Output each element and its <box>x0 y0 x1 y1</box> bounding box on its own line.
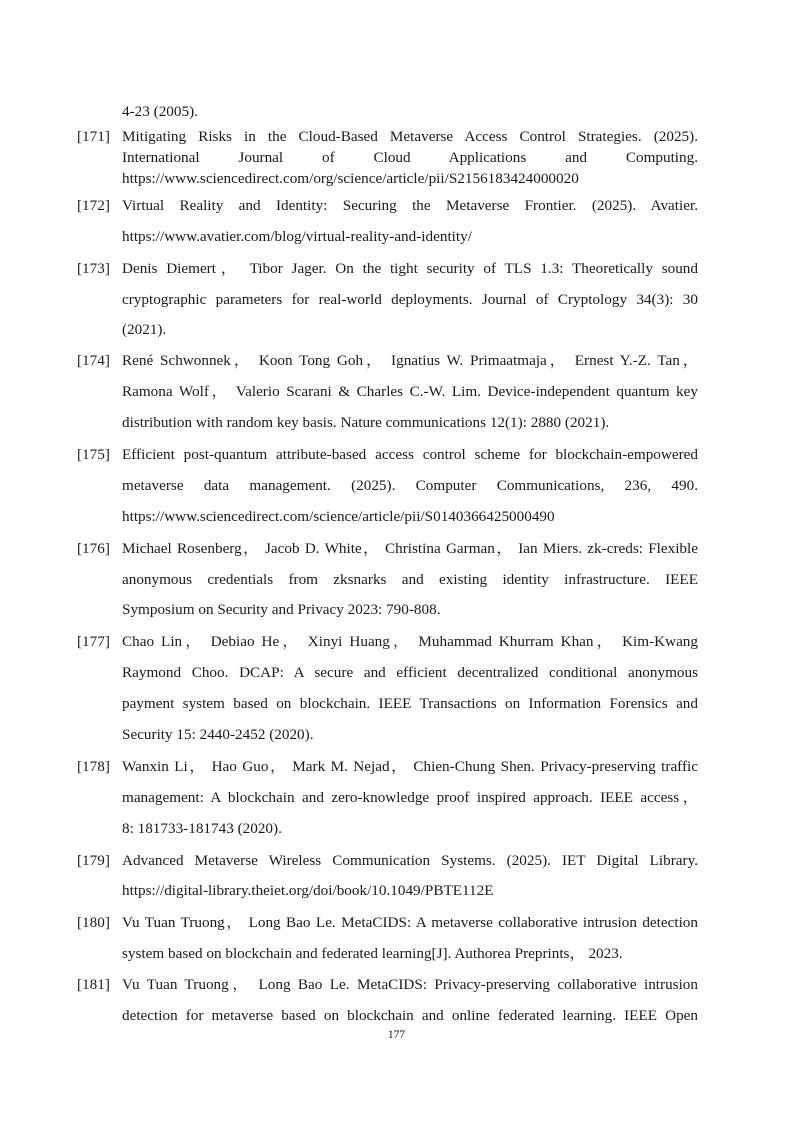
reference-line: René Schwonnek， Koon Tong Goh， Ignatius W. Primaatmaja， Ernest Y.-Z. Tan， <box>122 352 698 369</box>
page-number: 177 <box>387 1029 406 1041</box>
reference-line: Michael Rosenberg， Jacob D. White， Christina Garman， Ian Miers. zk-creds: Flexible <box>122 540 698 557</box>
reference-number: [172] <box>77 197 110 214</box>
reference-line: International Journal of Cloud Applications and Computing. <box>122 149 698 166</box>
reference-number: [181] <box>77 976 110 993</box>
reference-number: [175] <box>77 446 110 463</box>
reference-line: Vu Tuan Truong， Long Bao Le. MetaCIDS: A metaverse collaborative intrusion detection <box>122 914 698 931</box>
reference-line: detection for metaverse based on blockchain and online federated learning. IEEE Open <box>122 1007 698 1024</box>
reference-line: anonymous credentials from zksnarks and existing identity infrastructure. IEEE <box>122 571 698 588</box>
reference-number: [180] <box>77 914 110 931</box>
reference-number: [179] <box>77 852 110 869</box>
reference-number: [176] <box>77 540 110 557</box>
reference-line: Denis Diemert， Tibor Jager. On the tight security of TLS 1.3: Theoretically sound <box>122 260 698 277</box>
reference-number: [178] <box>77 758 110 775</box>
reference-line: Chao Lin， Debiao He， Xinyi Huang， Muhammad Khurram Khan， Kim-Kwang <box>122 633 698 650</box>
reference-link[interactable]: https://www.sciencedirect.com/org/science/article/pii/S2156183424000020 <box>122 170 579 187</box>
reference-link[interactable]: https://www.sciencedirect.com/science/article/pii/S0140366425000490 <box>122 508 555 525</box>
reference-line: Advanced Metaverse Wireless Communication Systems. (2025). IET Digital Library. <box>122 852 698 869</box>
reference-line: Security 15: 2440-2452 (2020). <box>122 726 314 743</box>
reference-line: metaverse data management. (2025). Computer Communications, 236, 490. <box>122 477 698 494</box>
reference-number: [171] <box>77 128 110 145</box>
reference-line: payment system based on blockchain. IEEE Transactions on Information Forensics and <box>122 695 698 712</box>
reference-line: Vu Tuan Truong， Long Bao Le. MetaCIDS: Privacy-preserving collaborative intrusion <box>122 976 698 993</box>
reference-line: Efficient post-quantum attribute-based access control scheme for blockchain-empowered <box>122 446 698 463</box>
reference-line: Raymond Choo. DCAP: A secure and efficient decentralized conditional anonymous <box>122 664 698 681</box>
reference-line: (2021). <box>122 321 167 338</box>
reference-line: cryptographic parameters for real-world deployments. Journal of Cryptology 34(3): 30 <box>122 291 698 308</box>
reference-line: Mitigating Risks in the Cloud-Based Metaverse Access Control Strategies. (2025). <box>122 128 698 145</box>
continued-reference-line: 4-23 (2005). <box>122 103 198 120</box>
reference-link[interactable]: https://www.avatier.com/blog/virtual-reality-and-identity/ <box>122 228 472 245</box>
reference-line: Wanxin Li， Hao Guo， Mark M. Nejad， Chien-Chung Shen. Privacy-preserving traffic <box>122 758 698 775</box>
reference-line: 8: 181733-181743 (2020). <box>122 820 282 837</box>
reference-line: distribution with random key basis. Nature communications 12(1): 2880 (2021). <box>122 414 610 431</box>
reference-number: [177] <box>77 633 110 650</box>
reference-line: Symposium on Security and Privacy 2023: 790-808. <box>122 601 441 618</box>
reference-line: Ramona Wolf， Valerio Scarani & Charles C.-W. Lim. Device-independent quantum key <box>122 383 698 400</box>
reference-line: system based on blockchain and federated learning[J]. Authorea Preprints， 2023. <box>122 945 623 962</box>
reference-link[interactable]: https://digital-library.theiet.org/doi/book/10.1049/PBTE112E <box>122 882 494 899</box>
reference-number: [173] <box>77 260 110 277</box>
reference-number: [174] <box>77 352 110 369</box>
reference-line: Virtual Reality and Identity: Securing the Metaverse Frontier. (2025). Avatier. <box>122 197 698 214</box>
reference-line: management: A blockchain and zero-knowledge proof inspired approach. IEEE access， <box>122 789 698 806</box>
